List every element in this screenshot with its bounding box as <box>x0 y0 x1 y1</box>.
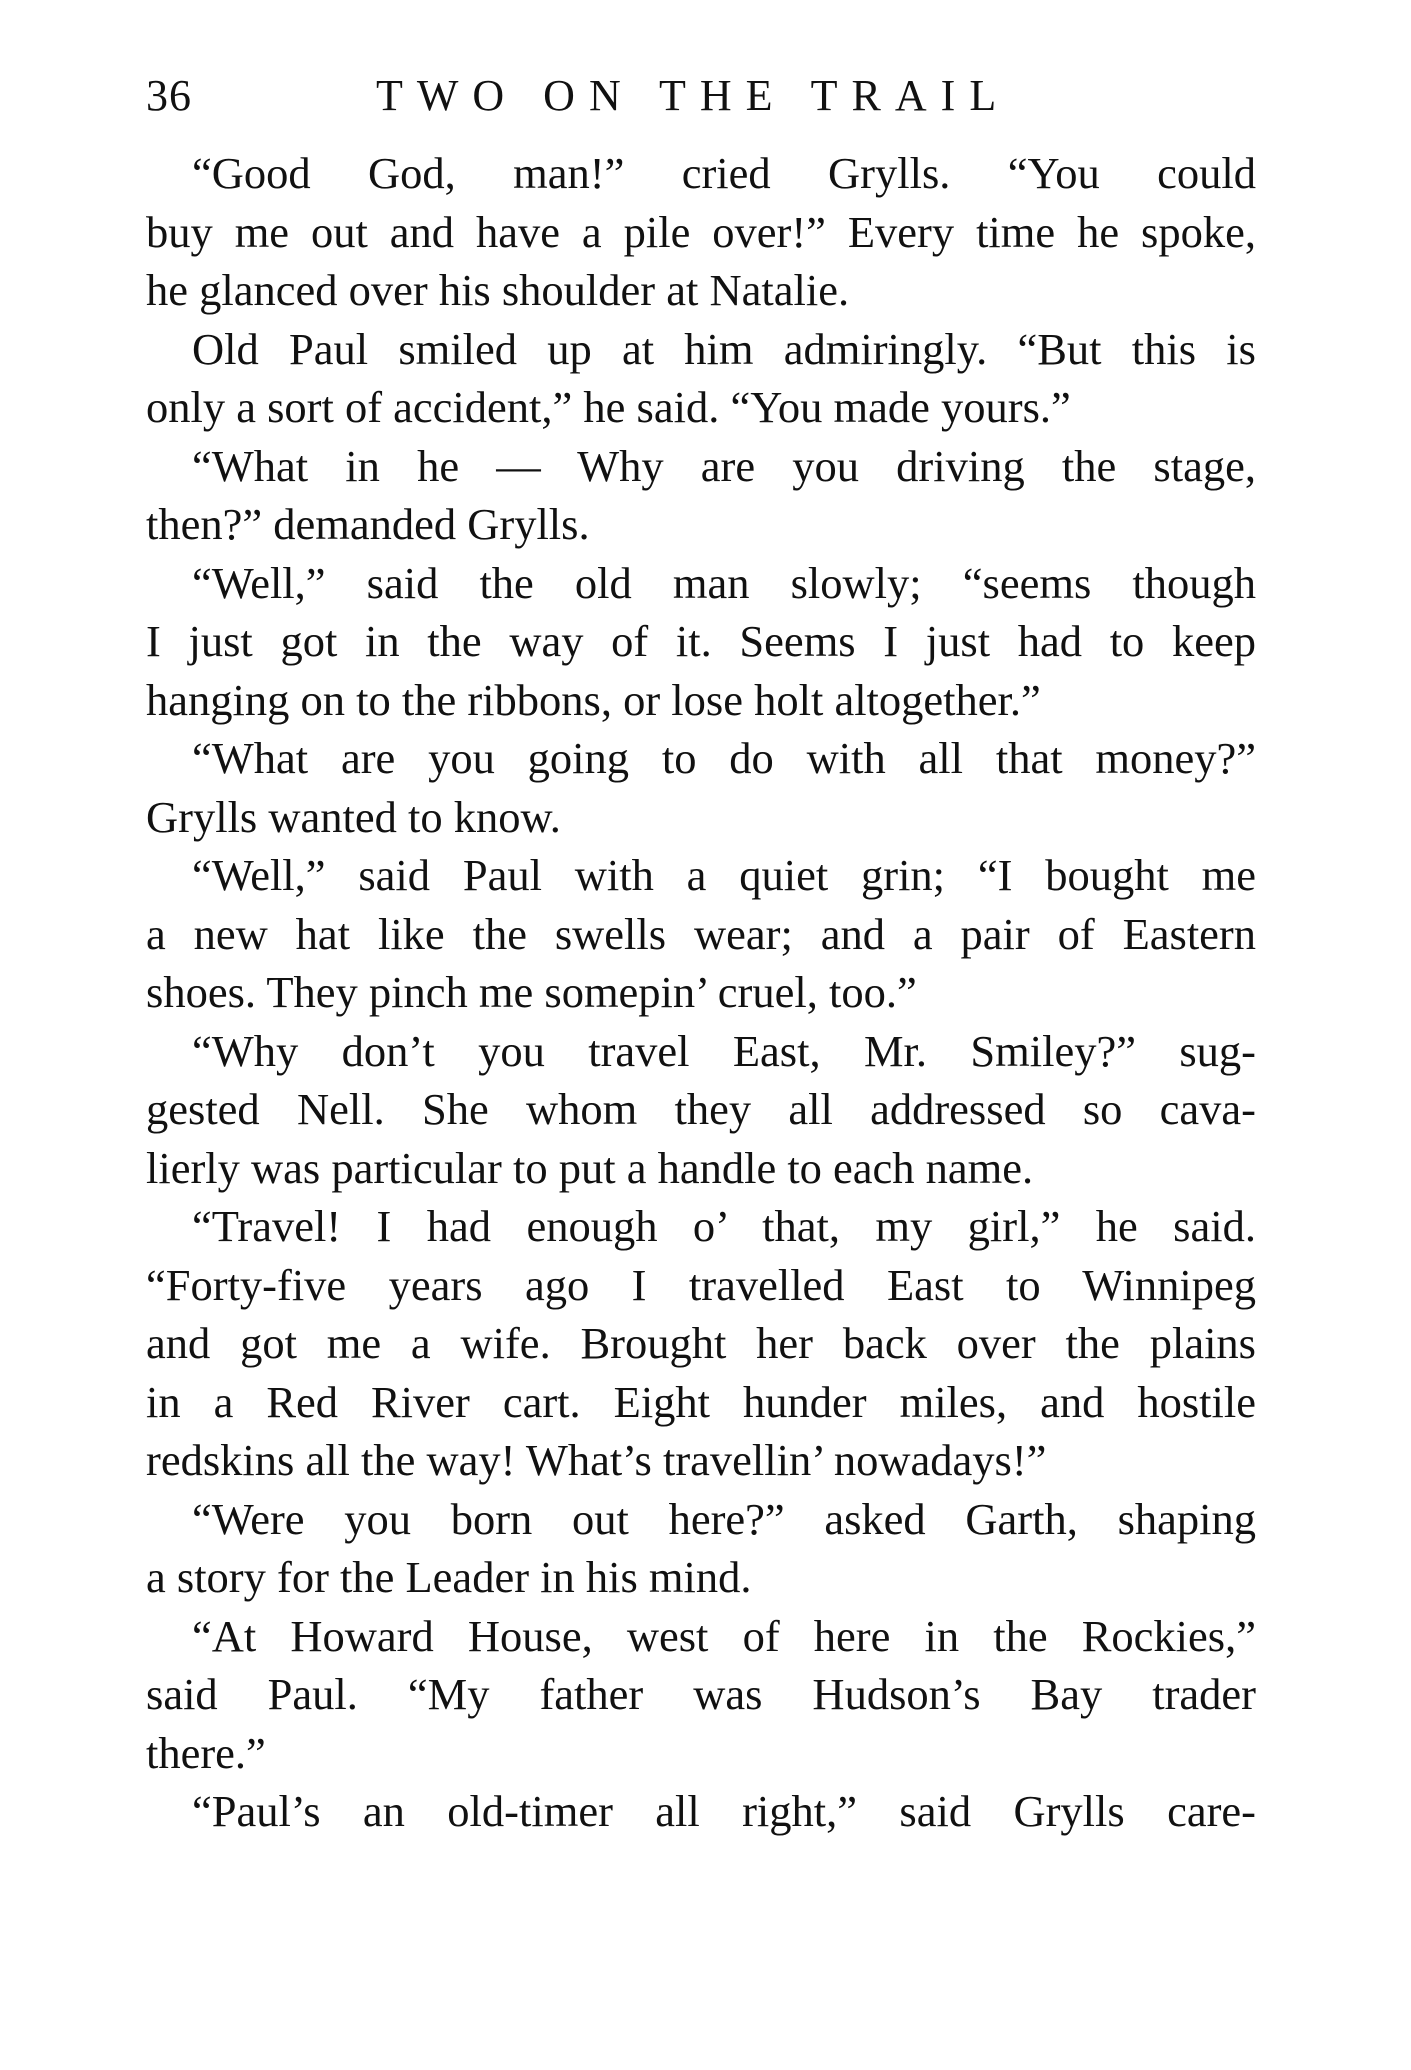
text-line: gested Nell. She whom they all addressed so cava- <box>146 1084 1256 1134</box>
text-line: he glanced over his shoulder at Natalie. <box>146 265 850 315</box>
text-line: Grylls wanted to know. <box>146 791 561 842</box>
text-line: and got me a wife. Brought her back over the plains <box>146 1318 1256 1368</box>
text-line: “Forty-five years ago I travelled East to Winnipeg <box>146 1259 1256 1310</box>
text-line: “What in he — Why are you driving the stage, <box>192 440 1256 491</box>
text-line: “At Howard House, west of here in the Rockies,” <box>192 1610 1256 1661</box>
text-line: only a sort of accident,” he said. “You made yours.” <box>146 382 1071 432</box>
text-line: “Paul’s an old-timer all right,” said Grylls care- <box>192 1786 1256 1836</box>
body-text <box>146 144 1256 1841</box>
text-line: “Travel! I had enough o’ that, my girl,” he said. <box>192 1201 1256 1251</box>
text-line: I just got in the way of it. Seems I just had to keep <box>146 616 1256 666</box>
text-line: “Well,” said the old man slowly; “seems though <box>192 557 1256 608</box>
text-line: buy me out and have a pile over!” Every time he spoke, <box>146 206 1256 257</box>
text-line: hanging on to the ribbons, or lose holt altogether.” <box>146 674 1041 725</box>
text-line: “What are you going to do with all that money?” <box>192 733 1256 783</box>
text-line: said Paul. “My father was Hudson’s Bay trader <box>146 1669 1256 1719</box>
text-line: “Good God, man!” cried Grylls. “You could <box>192 148 1256 198</box>
text-line: “Why don’t you travel East, Mr. Smiley?” sug- <box>192 1025 1256 1076</box>
text-line: redskins all the way! What’s travellin’ nowadays!” <box>146 1435 1047 1485</box>
text-line: there.” <box>146 1727 266 1778</box>
text-line: in a Red River cart. Eight hunder miles, and hostile <box>146 1376 1256 1427</box>
text-line: a new hat like the swells wear; and a pair of Eastern <box>146 908 1256 959</box>
text-line: “Were you born out here?” asked Garth, shaping <box>192 1493 1256 1544</box>
text-line: then?” demanded Grylls. <box>146 499 590 549</box>
text-line: a story for the Leader in his mind. <box>146 1552 752 1602</box>
text-line: “Well,” said Paul with a quiet grin; “I bought me <box>192 850 1256 900</box>
page-number: 36 <box>146 71 192 120</box>
text-line: lierly was particular to put a handle to each name. <box>146 1142 1034 1193</box>
text-line: shoes. They pinch me somepin’ cruel, too.” <box>146 967 917 1017</box>
text-line: Old Paul smiled up at him admiringly. “But this is <box>192 323 1256 374</box>
page-header <box>146 66 1246 126</box>
running-title: TWO ON THE TRAIL <box>376 71 1011 120</box>
